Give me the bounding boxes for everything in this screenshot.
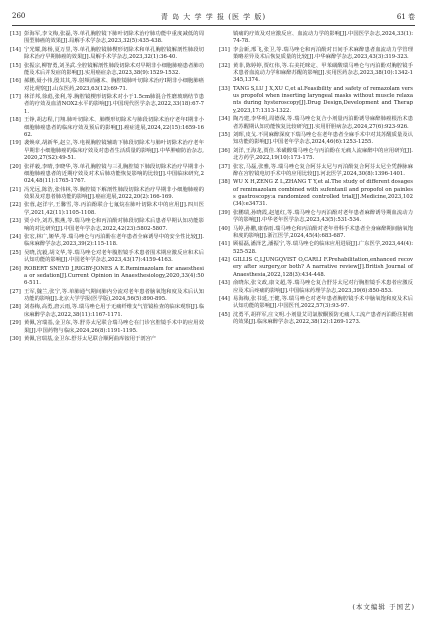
reference-entry	[10, 202, 204, 217]
reference-entry	[10, 164, 204, 186]
reference-entry	[10, 304, 204, 319]
reference-entry	[219, 179, 413, 208]
reference-entry	[219, 132, 413, 147]
reference-text: 陶乃建,李华明,周德保,等.瑞马唑仑复合小剂量丙泊酚诱导麻醉肺癌根治术患者苏醒期认知功能恢复比较研究[J].实用肝胆病杂志,2024,27(6):923-926.	[233, 116, 413, 130]
reference-entry	[219, 280, 413, 295]
reference-entry	[10, 320, 204, 335]
reference-entry	[219, 312, 413, 327]
reference-text: 吴晓,沈毅,胡文华,等.瑞马唑仑对老年腹腔镜手术患者围术期应激反应和术后认知功能的影响[J].中国老年学杂志,2023,43(17):4159-4163.	[24, 249, 204, 264]
reference-text: WU X H,ZENG Z L,ZHANG T Y,et al.The study of different dosages of remimazolam combined with sufentanil and propofol on painless gastroscopy:a randomized controlled trial[J].Medicine,2023,102(34):e34731.	[233, 179, 413, 208]
reference-entry	[10, 94, 204, 116]
reference-text: 贾小玲,刘苏,熊燕,等.瑞马唑仑和丙泊酚对肺段切除术后患者早期认知功能影响的对比研究[J].中国老年学杂志,2022,42(23):5802-5807.	[24, 218, 204, 232]
reference-entry	[10, 266, 204, 288]
reference-number: [42]	[219, 257, 230, 264]
reference-number: [30]	[10, 336, 21, 342]
reference-text: 刘洋,王海龙,贾佳.苯磺酸瑞马唑仑与丙泊酚在无痛人流麻醉中的应用研究[J].北方药学,2022,19(10):173-175.	[233, 147, 413, 162]
reference-text: 林洋邦,徐彪,张利,等.胸腔镜楔形切除术对小于1.5cm肺混合性磨玻璃结节患者的疗效及血清NOX2水平的影响[J].中国现代医学杂志,2022,33(18):67-71.	[24, 94, 204, 115]
reference-entry	[10, 187, 204, 202]
reference-text: 易海梅,张书延,王健,等.瑞马唑仑对老年患者胸腔镜手术中脑氧饱和度及术后认知功能的影响[J].中国医刊,2022,57(3):93-97.	[233, 296, 413, 310]
reference-number	[219, 31, 233, 46]
reference-number: [41]	[219, 241, 230, 248]
reference-text: 张蓉,赵洋宇,王馨雪,等.丙泊酚联合七氟烷在肺叶切除术中的应用[J].四川医学,2021,42(11):1105-1108.	[24, 202, 204, 216]
reference-entry	[10, 250, 204, 265]
reference-entry	[219, 63, 413, 85]
reference-text: 张宏,马磊,张雅,等.瑞马唑仑复合阿芬太尼与丙泊酚复合阿芬太尼全凭静脉麻醉在宫腔镜电切手术中的应用比较[J].河北医学,2024,30(8):1396-1401.	[233, 163, 413, 177]
reference-entry	[219, 226, 413, 241]
reference-entry	[10, 31, 204, 46]
reference-entry	[10, 336, 204, 343]
reference-number: [15]	[10, 62, 21, 69]
reference-number: [40]	[219, 225, 230, 232]
reference-text: 黄佩,宫瑞基,金卫东,等.舒芬太尼联合瑞马唑仑在门诊宫腔镜手术中的应用效果[J].中国药物与临床,2024,26(8):1191-1195.	[24, 320, 204, 334]
reference-entry	[219, 31, 413, 46]
reference-entry	[10, 63, 204, 78]
reference-number: [14]	[10, 46, 21, 53]
reference-entry	[219, 257, 413, 279]
reference-entry	[10, 289, 204, 304]
reference-text: 刘春梅,高勇,唐云雨,等.瑞马唑仑用于无痛纤维支气管镜检查的临床观察[J].临床麻醉学杂志,2022,38(11):1167-1171.	[24, 304, 204, 318]
reference-text: 冯光远,陈浩,张伟林,等.胸腔镜下解剖性肺段切除术治疗早期非小细胞肺癌的效果及对患者肺功能的影响[J].癌症进展,2022,20(2):166-169.	[24, 186, 204, 200]
reference-number: [17]	[10, 94, 21, 101]
reference-entry	[219, 164, 413, 179]
reference-number: [13]	[10, 31, 21, 37]
reference-number: [38]	[219, 179, 230, 186]
reference-number: [16]	[10, 78, 21, 85]
reference-text: 张鹏瑞,孙晓霞,赵旭红,等.瑞马唑仑与丙泊酚对老年患者麻醉诱导期血流动力学的影响[J].中华老年医学杂志,2023,43(5):531-534.	[233, 209, 413, 224]
reference-number: [21]	[10, 186, 21, 193]
reference-number: [31]	[219, 46, 230, 53]
reference-text: 黄菲,陈婷婷,贾红伟,等.右美托咪定、甲苯磺酸瑞马唑仑与丙泊酚对胸腔镜手术患者血流动力学和麻醉苏醒的影响[J].实用医药杂志,2023,38(10):1342-1345,1374.	[233, 62, 413, 84]
reference-entry	[10, 140, 204, 162]
reference-text: 镇痛的疗效及对应激反应、血流动力学的影响[J].中国医学杂志,2024,33(1):74-78.	[233, 31, 413, 45]
reference-text: 顾福磊,潘泽艺,潘振宁,等.瑞马唑仑的临床应用进展[J].广东医学,2023,44(4):525-528.	[233, 241, 413, 255]
volume-label: 61 卷	[396, 13, 415, 21]
reference-entry	[219, 116, 413, 131]
reference-number: [19]	[10, 140, 21, 147]
reference-entry	[10, 234, 204, 249]
reference-number: [29]	[10, 320, 21, 327]
journal-title: 青 岛 大 学 学 报 (医 学 版)	[160, 13, 267, 21]
reference-number: [36]	[219, 147, 230, 154]
reference-entry	[10, 47, 204, 62]
reference-text: 刘晖,皮戈.不同麻醉深度下瑞马唑仑在老年患者全麻手术中对其苏醒质量及认知功能的影响[J].中国老年学杂志,2024,46(6):1253-1255.	[233, 131, 413, 146]
reference-text: 黄佩,宫瑞基,金卫东.舒芬太尼联合顺阿曲库铵用于剖宫产	[24, 336, 157, 342]
reference-number: [44]	[219, 296, 230, 302]
left-reference-column	[10, 31, 204, 344]
reference-number: [39]	[219, 209, 230, 216]
reference-entry	[10, 78, 204, 93]
reference-entry	[219, 241, 413, 256]
reference-number: [20]	[10, 163, 21, 170]
reference-number: [45]	[219, 311, 230, 318]
reference-number: [25]	[10, 249, 21, 256]
reference-text: 郝鹏,聂小伟,殷其其,等.射频消融术、胸腔镜肺叶切除术治疗Ⅰ期非小细胞肺癌对比观察[J].山东医药,2023,63(12):69-71.	[24, 78, 204, 92]
page-number: 260	[12, 12, 26, 20]
reference-entry	[10, 117, 204, 139]
reference-text: 沈勇平,胡祥军,庄文明.小剂量艾司氯胺酮预防无痛人工流产患者丙泊酚注射痛的效果[J].临床麻醉学杂志,2022,38(12):1269-1273.	[233, 311, 413, 326]
reference-text: 袭焕章,胡新华,赵立,等.电视胸腔镜辅助下肺段切除术与肺叶切除术治疗老年早期非小细胞肺癌的临床疗效及对患者生活质量的影响[J].中华肿瘤防治杂志,2020,27(S2):49-51.	[24, 140, 204, 162]
reference-entry	[219, 296, 413, 311]
reference-number: [22]	[10, 202, 21, 209]
reference-number: [24]	[10, 233, 21, 240]
editor-signature: (本文编辑 于国艺)	[352, 603, 415, 611]
reference-text: 马婷,孙鹏,康春雨.瑞马唑仑和丙泊酚对老年骨科手术患者全身麻醉期间脑氧饱和度的影响[J].浙江医学,2024,45(4):683-687.	[233, 225, 413, 239]
reference-text: 彭海军,李文梅,张磊,等.单孔胸腔镜下肺叶切除术治疗肺功能中重度减低的周围型肺癌的效果[J].局解手术学杂志,2023,32(5):435-438.	[24, 31, 204, 45]
reference-text: 俞晓东,张文政,康文超,等.瑞马唑仑复合舒芬太尼对行胸腔镜手术患者应激反应及术后疼痛的影响[J].中国临床药理学杂志,2023,39(6):850-853.	[233, 280, 413, 294]
page-header	[12, 12, 415, 26]
reference-text: TANG S,LU J X,XU C,et al.Feasibility and safety of remazolam versus propofol when inserting laryngeal masks without muscle relaxants during hysteroscopy[J].Drug Design,Development and Therapy,2023,17:1313-1322.	[233, 85, 413, 114]
reference-text: 张宏,林广,姬华,等.瑞马唑仑与丙泊酚在老年患者全麻诱导中的安全性比较[J].临床麻醉学杂志,2023,39(2):115-118.	[24, 233, 204, 248]
reference-number: [23]	[10, 218, 21, 225]
reference-number: [33]	[219, 85, 230, 92]
reference-entry	[10, 218, 204, 233]
reference-entry	[219, 148, 413, 163]
reference-number: [18]	[10, 117, 21, 124]
reference-number: [37]	[219, 163, 230, 170]
reference-entry	[219, 210, 413, 225]
reference-text: ROBERT SNEYD J,RIGBY-JONES A E.Remimazolam for anaesthesia or sedation[J].Current Opinion in Anaesthesiology,2020,33(4):506-511.	[24, 265, 204, 287]
reference-text: 李会新,邢飞,张卫,等.瑞马唑仑和丙泊酚对日间手术麻醉患者血流动力学管理策略差异及术后恢复质量的比较[J].中华麻醉学杂志,2023,43(3):319-323.	[233, 46, 413, 61]
reference-number: [27]	[10, 288, 21, 295]
reference-number: [26]	[10, 265, 21, 272]
reference-number: [32]	[219, 62, 230, 69]
reference-number: [28]	[10, 304, 21, 311]
reference-text: 王军,魏兰,张宁,等.单肺通气期间肺内分流对老年患者脑氧饱和度及术后认知功能的影响[J].北京大学学报(医学版),2024,56(5):890-895.	[24, 288, 204, 302]
reference-entry	[219, 47, 413, 62]
reference-text: 王铮,胡志程,门翔.肺叶切除术、肺楔形切除术与肺段切除术治疗老年Ⅰ期非小细胞肺癌患者的临床疗效及预后的影响[J].癌症进展,2024,22(15):1659-1662.	[24, 117, 204, 138]
reference-text: 张振宗,柳智勇,刘圣武.全腔镜解剖性肺段切除术对早期非小细胞肺癌患者肺功能及术后并发症的影响[J].实用癌症杂志,2023,38(9):1529-1532.	[24, 62, 204, 76]
reference-text: 张祥毅,李晴,李晓华,等.单孔胸腔镜与三孔胸腔镜下肺段切除术治疗早期非小细胞肺癌患者的近期疗效及对术后肺功能恢复影响的比较[J].中国临床研究,2024,48(11):1765-1767.	[24, 163, 204, 185]
right-reference-column	[219, 31, 413, 328]
reference-text: 宁光耀,陈杨,夏万里,等.单孔胸腔镜肺楔形切除术和单孔胸腔镜解剖性肺段切除术治疗早期肺癌的效果[J].局解手术学杂志,2023,32(1):36-40.	[24, 46, 204, 61]
reference-number: [43]	[219, 280, 230, 287]
reference-text: GILLIS C,LJUNGQVIST O,CARLI F.Prehabilitation,enhanced recovery after surgery,or both? A narrative review[J].British Journal of Anaesthesia,2022,128(3):434-448.	[233, 257, 413, 278]
header-rule	[12, 25, 415, 26]
reference-number: [35]	[219, 131, 230, 138]
reference-number: [34]	[219, 116, 230, 123]
reference-entry	[219, 86, 413, 115]
